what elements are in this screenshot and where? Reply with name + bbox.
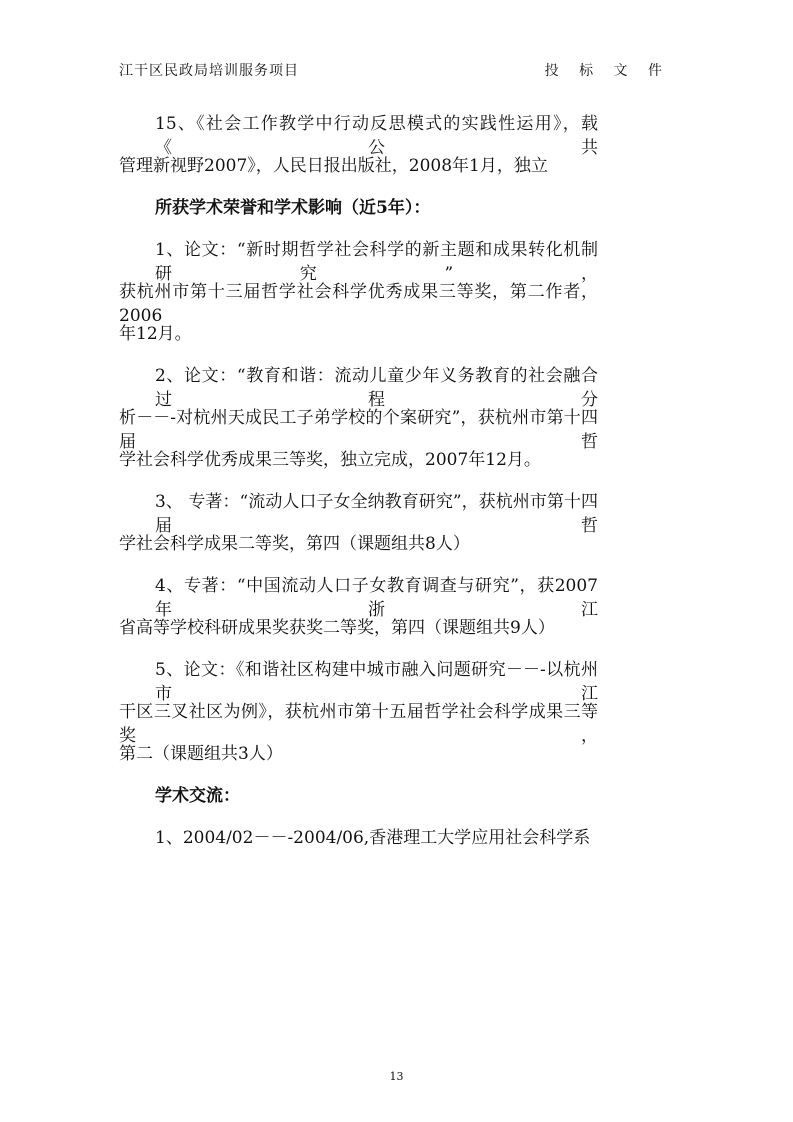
paragraph-line: 管理新视野2007》，人民日报出版社，2008年1月，独立 xyxy=(119,156,548,176)
paragraph-line: 省高等学校科研成果奖获奖二等奖，第四（课题组共9人） xyxy=(119,618,555,638)
paragraph-line: 第二（课题组共3人） xyxy=(119,744,283,764)
header-project-title: 江干区民政局培训服务项目 xyxy=(119,63,299,79)
paragraph-line: 15、《社会工作教学中行动反思模式的实践性运用》，载《公共 xyxy=(155,114,598,158)
paragraph-line: 5、论文：《和谐社区构建中城市融入问题研究－－-以杭州市江 xyxy=(155,660,598,704)
paragraph-line: 1、2004/02－－-2004/06,香港理工大学应用社会科学系 xyxy=(155,828,591,848)
paragraph-line: 4、专著：“中国流动人口子女教育调查与研究”，获2007年浙江 xyxy=(155,576,598,620)
paragraph-line: 3、 专著：“流动人口子女全纳教育研究”，获杭州市第十四届哲 xyxy=(155,492,598,536)
paragraph-line: 2、论文：“教育和谐：流动儿童少年义务教育的社会融合过程分 xyxy=(155,366,598,410)
section-heading-honors: 所获学术荣誉和学术影响（近5年）： xyxy=(155,198,431,218)
section-heading-exchange: 学术交流： xyxy=(155,786,240,806)
header-doc-type: 投 标 文 件 xyxy=(544,63,670,79)
paragraph-line: 学社会科学成果二等奖，第四（课题组共8人） xyxy=(119,534,470,554)
page-number: 13 xyxy=(389,1070,404,1083)
paragraph-line: 学社会科学优秀成果三等奖，独立完成，2007年12月。 xyxy=(119,450,541,470)
paragraph-line: 年12月。 xyxy=(119,324,192,344)
paragraph-line: 干区三叉社区为例》，获杭州市第十五届哲学社会科学成果三等奖， xyxy=(119,702,598,746)
paragraph-line: 1、论文：“新时期哲学社会科学的新主题和成果转化机制研究”， xyxy=(155,240,598,284)
paragraph-line: 获杭州市第十三届哲学社会科学优秀成果三等奖，第二作者，2006 xyxy=(119,282,598,326)
paragraph-line: 析－－-对杭州天成民工子弟学校的个案研究”，获杭州市第十四届哲 xyxy=(119,408,598,452)
